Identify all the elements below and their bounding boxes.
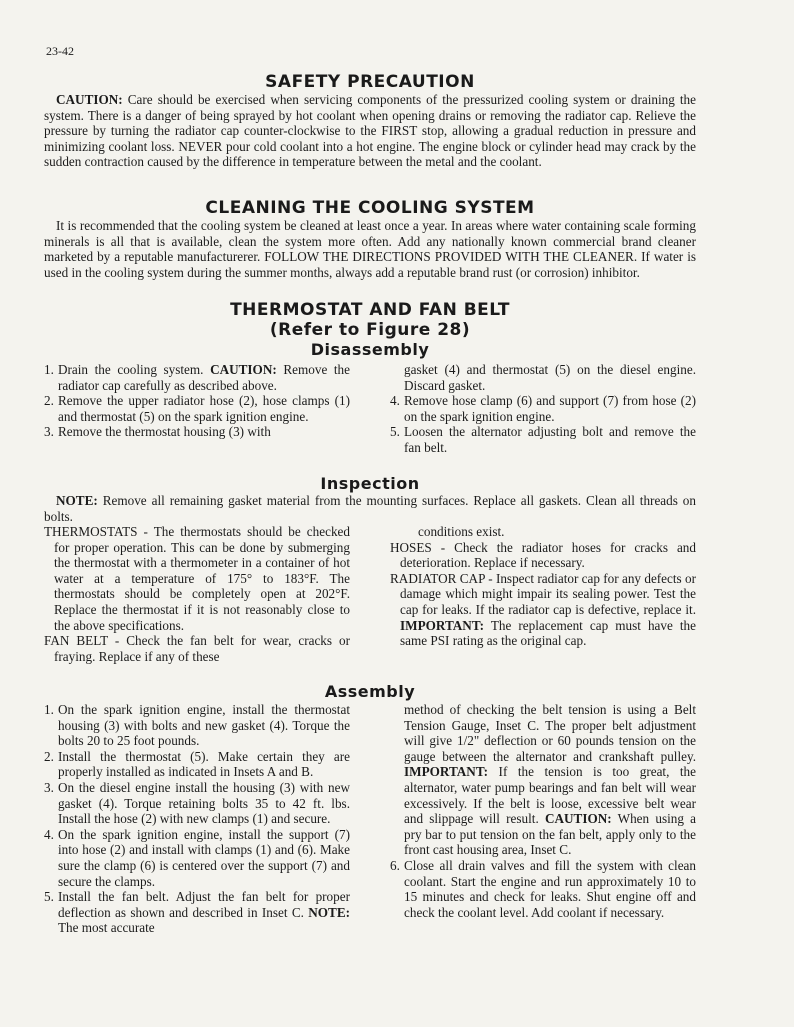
inspection-title: Inspection xyxy=(320,474,420,493)
assembly-step-5-continued: method of checking the belt tension is using a Belt Tension Gauge, Inset C. The proper belt adjustment will give 1/2" deflection or 60 pounds tension on the gauge between the alternator and crankshaft pulley. IMPORTANT: If the tension is too great, the alternator, water pump bearings and fan belt will wear excessively. If the belt is loose, excessive belt wear and slippage will result. CAUTION: When using a pry bar to put tension on the fan belt, apply only to the front cast housing area, Inset C. xyxy=(404,702,696,858)
inspection-section xyxy=(44,474,696,524)
figure-reference: (Refer to Figure 28) xyxy=(269,320,471,340)
inspection-right-column xyxy=(390,524,696,649)
assembly-right-column xyxy=(390,702,696,920)
inspection-radiator-cap: RADIATOR CAP - Inspect radiator cap for any defects or damage which might impair its sealing power. Test the cap for leaks. If the radiator cap is defective, replace it. IMPORTANT: The replacement cap must have the same PSI rating as the original cap. xyxy=(390,570,697,649)
assembly-title: Assembly xyxy=(324,682,416,701)
disassembly-left-column xyxy=(44,362,350,440)
cleaning-text: It is recommended that the cooling system be cleaned at least once a year. In areas where water containing scale forming minerals is all that is available, clean the system more often. Add any nationally known commercial brand cleaner marketed by a reputable manufacturerer. FOLLOW THE DIRECTIONS PROVIDED WITH THE CLEANER. If water is used in the cooling system during the summer months, always add a reputable brand rust (or corrosion) inhibitor. xyxy=(44,218,696,280)
assembly-step-6: 6. Close all drain valves and fill the system with clean coolant. Start the engine and run approximately 10 to 15 minutes and check for leaks. Shut engine off and check the coolant level. Add coolant if necessary. xyxy=(390,857,696,920)
safety-paragraph xyxy=(44,92,696,170)
assembly-step-5: 5. Install the fan belt. Adjust the fan belt for proper deflection as shown and described in Inset C. NOTE: The most accurate xyxy=(44,889,351,936)
inspection-left-column xyxy=(44,524,350,664)
assembly-step-3: 3. On the diesel engine install the housing (3) with new gasket (4). Torque retaining bolts 35 to 42 ft. lbs. Install the hose (2) with new clamps (1) and secure. xyxy=(44,779,350,827)
assembly-left-column xyxy=(44,702,350,936)
safety-title: SAFETY PRECAUTION xyxy=(265,72,475,92)
assembly-section xyxy=(44,682,696,701)
cleaning-title: CLEANING THE COOLING SYSTEM xyxy=(205,198,535,218)
safety-text: Care should be exercised when servicing components of the pressurized cooling system or draining the system. There is a danger of being sprayed by hot coolant when opening drains or removing the radiator cap. Relieve the pressure by turning the radiator cap counter-clockwise to the FIRST stop, allowing a gradual reduction in pressure and minimizing coolant loss. NEVER pour cold coolant into a hot engine. The engine block or cylinder head may crack by the sudden contraction caused by the difference in temperature between the metal and the coolant. xyxy=(44,92,696,170)
disassembly-step-1: 1. Drain the cooling system. CAUTION: Remove the radiator cap carefully as described above. xyxy=(44,362,351,393)
thermostat-title: THERMOSTAT AND FAN BELT xyxy=(230,300,510,320)
inspection-hoses: HOSES - Check the radiator hoses for cracks and deterioration. Replace if necessary. xyxy=(390,539,696,571)
inspection-fan-belt: FAN BELT - Check the fan belt for wear, cracks or fraying. Replace if any of these xyxy=(44,633,350,664)
assembly-step-1: 1. On the spark ignition engine, install the thermostat housing (3) with bolts and new gasket (4). Torque the bolts 20 to 25 foot pounds. xyxy=(44,702,350,749)
inspection-fan-belt-continued: conditions exist. xyxy=(418,524,505,539)
assembly-steps xyxy=(44,702,696,1002)
disassembly-step-4: 4. Remove hose clamp (6) and support (7) from hose (2) on the spark ignition engine. xyxy=(390,393,696,424)
disassembly-step-2: 2. Remove the upper radiator hose (2), hose clamps (1) and thermostat (5) on the spark ignition engine. xyxy=(44,393,350,424)
disassembly-right-column xyxy=(390,362,696,456)
inspection-note: NOTE: Remove all remaining gasket material from the mounting surfaces. Replace all gaskets. Clean all threads on bolts. xyxy=(44,493,696,524)
inspection-items xyxy=(44,524,696,684)
assembly-step-4: 4. On the spark ignition engine, install the support (7) into hose (2) and install with clamps (1) and (6). Make sure the clamp (6) is centered over the support (7) and secure the clamps. xyxy=(44,826,350,889)
disassembly-title: Disassembly xyxy=(310,340,430,359)
inspection-thermostats: THERMOSTATS - The thermostats should be checked for proper operation. This can be done by submerging the thermostat with a thermometer in a container of hot water at a temperature of 175° to 183°F. The thermostats should be completely open at 202°F. Replace the thermostat if it is not reasonably close to the above specifications. xyxy=(44,524,350,633)
disassembly-step-3-continued: gasket (4) and thermostat (5) on the diesel engine. Discard gasket. xyxy=(404,362,696,393)
disassembly-step-3: 3. Remove the thermostat housing (3) with xyxy=(44,424,271,440)
assembly-step-2: 2. Install the thermostat (5). Make certain they are properly installed as indicated in Insets A and B. xyxy=(44,748,350,780)
caution-label: CAUTION: xyxy=(56,92,123,107)
cleaning-section xyxy=(44,198,696,280)
page-number: 23-42 xyxy=(46,44,74,58)
disassembly-step-5: 5. Loosen the alternator adjusting bolt and remove the fan belt. xyxy=(390,424,696,455)
thermostat-section xyxy=(44,300,696,359)
disassembly-steps xyxy=(44,362,696,472)
safety-section xyxy=(44,72,696,170)
